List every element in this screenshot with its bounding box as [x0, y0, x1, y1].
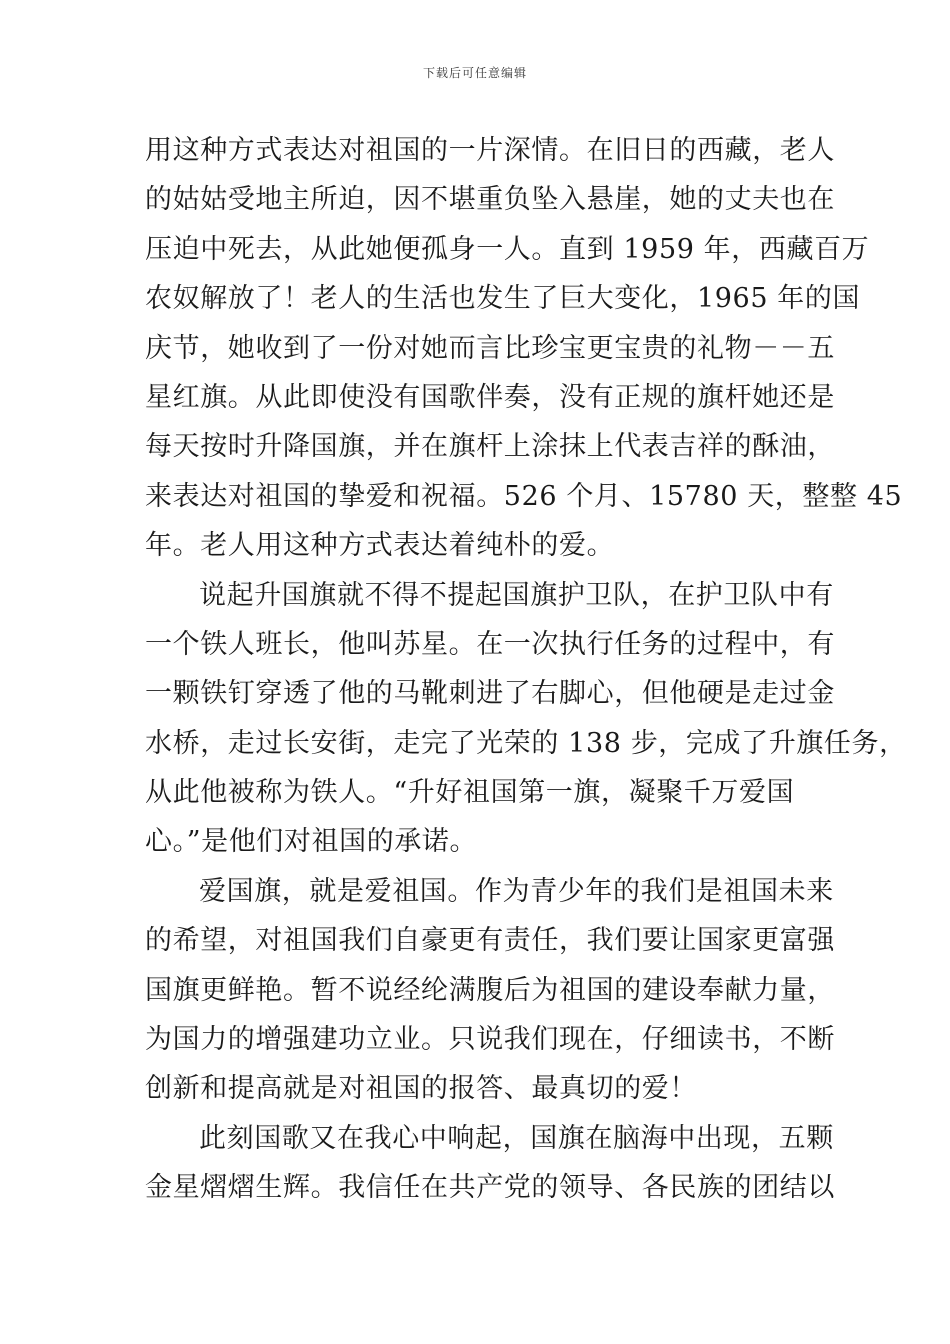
text-line: 的希望，对祖国我们自豪更有责任，我们要让国家更富强 [145, 925, 835, 957]
text-line: 一个铁人班长，他叫苏星。在一次执行任务的过程中，有 [145, 628, 835, 660]
text-line: 一颗铁钉穿透了他的马靴刺进了右脚心，但他硬是走过金 [145, 678, 835, 710]
text-line: 来表达对祖国的挚爱和祝福。526 个月、15780 天，整整 45 [145, 480, 903, 512]
text-line: 为国力的增强建功立业。只说我们现在，仔细读书，不断 [145, 1024, 835, 1056]
paragraph-first-line: 此刻国歌又在我心中响起，国旗在脑海中出现，五颗 [199, 1122, 834, 1154]
text-line: 金星熠熠生辉。我信任在共产党的领导、各民族的团结以 [145, 1172, 835, 1204]
text-line: 农奴解放了！老人的生活也发生了巨大变化，1965 年的国 [145, 283, 861, 315]
page-header: 下载后可任意编辑 [422, 66, 527, 80]
text-line: 水桥，走过长安街，走完了光荣的 138 步，完成了升旗任务， [145, 727, 907, 759]
text-line: 每天按时升降国旗，并在旗杆上涂抹上代表吉祥的酥油， [145, 431, 835, 463]
text-line: 压迫中死去，从此她便孤身一人。直到 1959 年，西藏百万 [145, 233, 870, 265]
text-line: 国旗更鲜艳。暂不说经纶满腹后为祖国的建设奉献力量， [145, 974, 835, 1006]
text-line: 用这种方式表达对祖国的一片深情。在旧日的西藏，老人 [145, 135, 835, 166]
text-line: 从此他被称为铁人。“升好祖国第一旗，凝聚千万爱国 [145, 777, 795, 809]
text-line: 庆节，她收到了一份对她而言比珍宝更宝贵的礼物－－五 [145, 332, 835, 364]
document-body [145, 126, 907, 1213]
text-line: 创新和提高就是对祖国的报答、最真切的爱！ [145, 1073, 697, 1105]
paragraph-first-line: 爱国旗，就是爱祖国。作为青少年的我们是祖国未来 [199, 875, 834, 907]
text-line: 的姑姑受地主所迫，因不堪重负坠入悬崖，她的丈夫也在 [145, 184, 835, 216]
text-line: 心。”是他们对祖国的承诺。 [145, 826, 478, 858]
text-line: 年。老人用这种方式表达着纯朴的爱。 [145, 530, 615, 562]
paragraph-first-line: 说起升国旗就不得不提起国旗护卫队，在护卫队中有 [199, 579, 834, 611]
text-line: 星红旗。从此即使没有国歌伴奏，没有正规的旗杆她还是 [145, 381, 835, 413]
